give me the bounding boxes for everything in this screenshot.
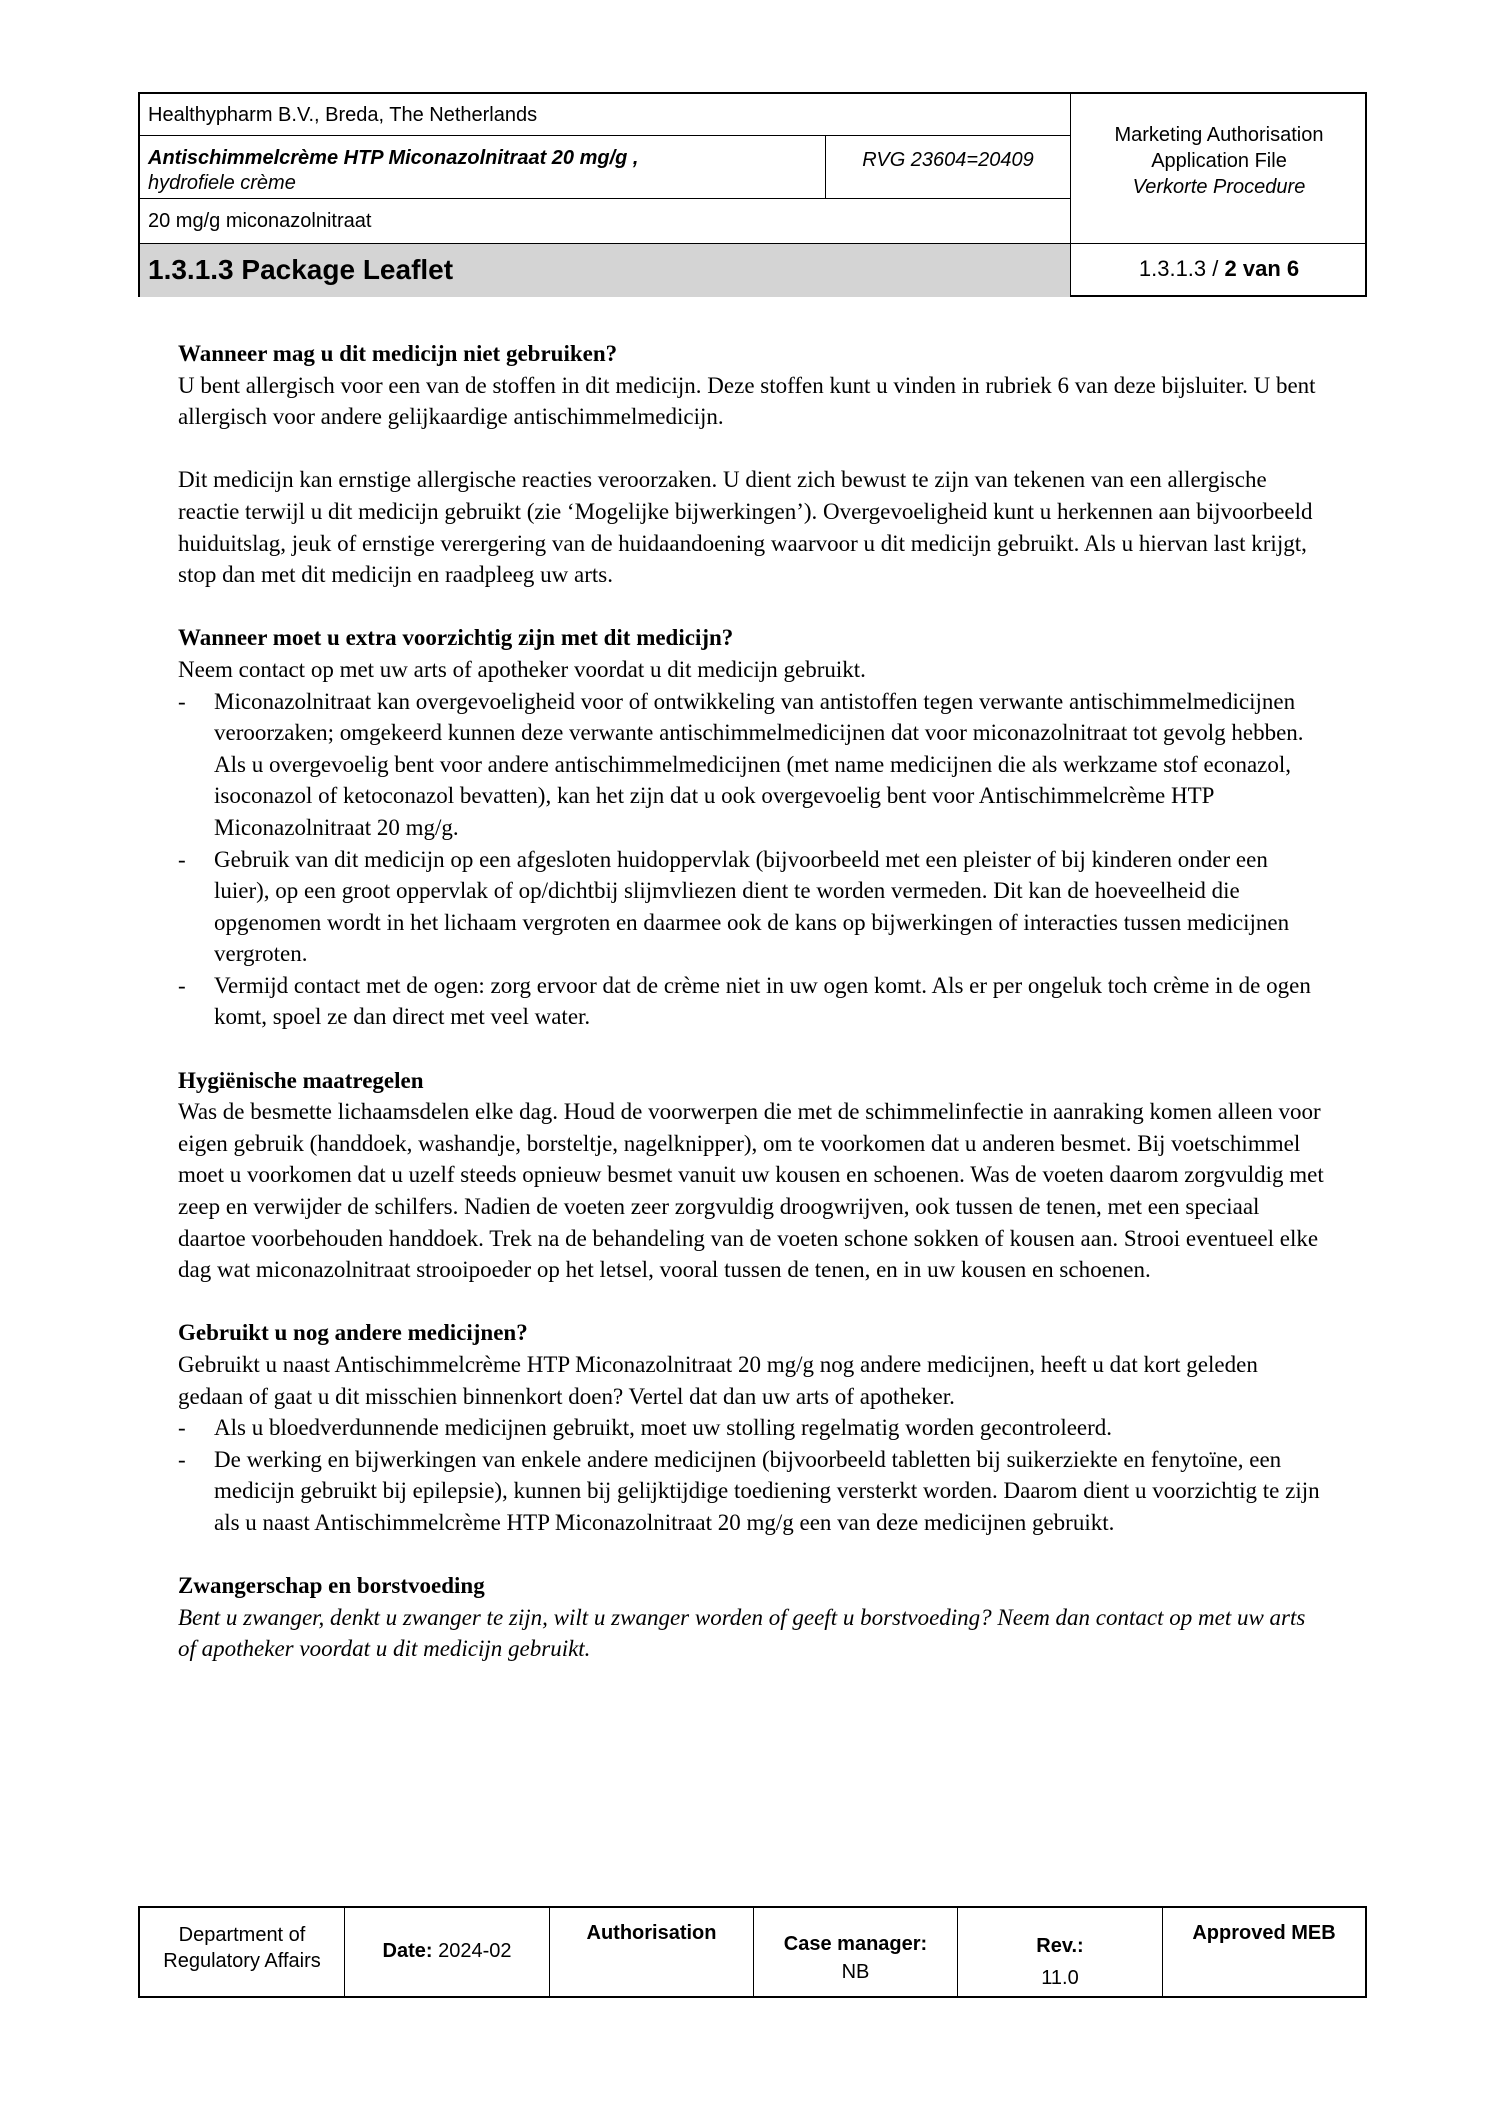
bullet-dash: -: [178, 846, 186, 872]
product-form: hydrofiele crème: [148, 172, 296, 194]
product-strength: 20 mg/g miconazolnitraat: [140, 199, 1071, 244]
date-label: Date:: [382, 1940, 433, 1962]
list-item: [178, 970, 1328, 1033]
marketing-line-2: Application File: [1151, 150, 1287, 172]
page-prefix: 1.3.1.3 /: [1138, 256, 1225, 281]
paragraph: Was de besmette lichaamsdelen elke dag. Houd de voorwerpen die met de schimmelinfectie in aanraking komen alleen voor eigen gebruik (handdoek, washandje, borsteltje, nagelknipper), om te voorkomen dat u anderen besmet. Bij voetschimmel moet u voorkomen dat u uzelf steeds opnieuw besmet vanuit uw kousen en schoenen. Was de voeten daarom zorgvuldig met zeep en verwijder de schilfers. Nadien de voeten zeer zorgvuldig droogwrijven, ook tussen de tenen, met een speciaal daartoe voorbehouden handdoek. Trek na de behandeling van de voeten schone sokken of kousen aan. Strooi eventueel elke dag wat miconazolnitraat strooipoeder op het letsel, vooral tussen de tenen, en in uw kousen en schoenen.: [178, 1099, 1324, 1283]
revision-value: 11.0: [1041, 1967, 1079, 1989]
interactions-list: [178, 1412, 1328, 1538]
footer-revision: [958, 1908, 1163, 1996]
section-heading: Hygiënische maatregelen: [178, 1067, 424, 1093]
section-heading: Wanneer moet u extra voorzichtig zijn met dit medicijn?: [178, 625, 734, 651]
section-title: 1.3.1.3 Package Leaflet: [140, 244, 1071, 297]
footer-department: [140, 1908, 345, 1996]
paragraph: U bent allergisch voor een van de stoffen in dit medicijn. Deze stoffen kunt u vinden in rubriek 6 van deze bijsluiter. U bent allergisch voor andere gelijkaardige antischimmelmedicijn.: [178, 372, 1316, 430]
footer-authorisation: Authorisation: [550, 1908, 754, 1996]
marketing-line-3: Verkorte Procedure: [1132, 176, 1306, 198]
paragraph: Neem contact op met uw arts of apotheker voordat u dit medicijn gebruikt.: [178, 656, 866, 682]
list-item: [178, 1444, 1328, 1539]
revision-label: Rev.:: [1036, 1935, 1084, 1957]
footer-approved: Approved MEB: [1192, 1922, 1336, 1944]
marketing-line-1: Marketing Authorisation: [1114, 124, 1324, 146]
leaflet-body: [178, 338, 1328, 1665]
paragraph: Gebruikt u naast Antischimmelcrème HTP Miconazolnitraat 20 mg/g nog andere medicijnen, heeft u dat kort geleden gedaan of gaat u dit misschien binnenkort doen? Vertel dat dan uw arts of apotheker.: [178, 1352, 1258, 1409]
marketing-authorisation: [1071, 94, 1367, 244]
list-item-text: Vermijd contact met de ogen: zorg ervoor dat de crème niet in uw ogen komt. Als er per ongeluk toch crème in de ogen komt, spoel ze dan direct met veel water.: [214, 972, 1311, 1030]
list-item-text: Gebruik van dit medicijn op een afgesloten huidoppervlak (bijvoorbeeld met een pleister of bij kinderen onder een luier), op een groot oppervlak of op/dichtbij slijmvliezen dient te worden vermeden. Dit kan de hoeveelheid die opgenomen wordt in het lichaam vergroten en daarmee ook de kans op bijwerkingen of interacties tussen medicijnen vergroten.: [214, 846, 1290, 967]
section-heading: Gebruikt u nog andere medicijnen?: [178, 1320, 528, 1346]
document-header: [138, 92, 1367, 297]
case-manager-value: NB: [841, 1961, 870, 1983]
paragraph: Bent u zwanger, denkt u zwanger te zijn, wilt u zwanger worden of geeft u borstvoeding? Neem dan contact op met uw arts of apotheker voordat u dit medicijn gebruikt.: [178, 1604, 1306, 1662]
bullet-dash: -: [178, 688, 186, 714]
list-item: [178, 844, 1328, 970]
footer-case-manager: [754, 1908, 958, 1996]
bullet-dash: -: [178, 972, 186, 998]
page-number: [1071, 244, 1367, 297]
list-item-text: Miconazolnitraat kan overgevoeligheid voor of ontwikkeling van antistoffen tegen verwante antischimmelmedicijnen veroorzaken; omgekeerd kunnen deze verwante antischimmelmedicijnen dat voor miconazolnitraat tot gevolg hebben. Als u overgevoelig bent voor andere antischimmelmedicijnen (met name medicijnen die als werkzame stof econazol, isoconazol of ketoconazol bevatten), kan het zijn dat u ook overgevoelig bent voor Antischimmelcrème HTP Miconazolnitraat 20 mg/g.: [214, 688, 1304, 840]
paragraph: Dit medicijn kan ernstige allergische reacties veroorzaken. U dient zich bewust te zijn van tekenen van een allergische reactie terwijl u dit medicijn gebruikt (zie ‘Mogelijke bijwerkingen’). Overgevoeligheid kunt u herkennen aan bijvoorbeeld huiduitslag, jeuk of ernstige verergering van de huidaandoening waarvoor u dit medicijn gebruikt. Als u hiervan last krijgt, stop dan met dit medicijn en raadpleeg uw arts.: [178, 467, 1313, 588]
list-item: [178, 1412, 1328, 1444]
section-heading: Zwangerschap en borstvoeding: [178, 1573, 485, 1599]
list-item-text: De werking en bijwerkingen van enkele andere medicijnen (bijvoorbeeld tabletten bij suikerziekte en fenytoïne, een medicijn gebruikt bij epilepsie), kunnen bij gelijktijdige toediening versterkt worden. Daarom dient u voorzichtig te zijn als u naast Antischimmelcrème HTP Miconazolnitraat 20 mg/g een van deze medicijnen gebruikt.: [214, 1446, 1320, 1535]
product-name: [140, 136, 826, 199]
date-value: 2024-02: [432, 1940, 512, 1962]
list-item-text: Als u bloedverdunnende medicijnen gebruikt, moet uw stolling regelmatig worden gecontroleerd.: [214, 1415, 1113, 1441]
page-of-total: 2 van 6: [1224, 256, 1300, 281]
bullet-dash: -: [178, 1446, 186, 1472]
bullet-dash: -: [178, 1415, 186, 1441]
product-name-bold: Antischimmelcrème HTP Miconazolnitraat 20 mg/g ,: [148, 147, 639, 169]
case-manager-label: Case manager:: [783, 1933, 928, 1955]
footer-date: [345, 1908, 550, 1996]
company-name: Healthypharm B.V., Breda, The Netherlands: [140, 94, 1071, 136]
document-footer: [138, 1906, 1367, 1998]
department-line-2: Regulatory Affairs: [163, 1950, 321, 1972]
rvg-number: RVG 23604=20409: [826, 136, 1071, 199]
department-line-1: Department of: [178, 1924, 306, 1946]
list-item: [178, 686, 1328, 844]
section-heading: Wanneer mag u dit medicijn niet gebruiken?: [178, 341, 618, 366]
precautions-list: [178, 686, 1328, 1034]
